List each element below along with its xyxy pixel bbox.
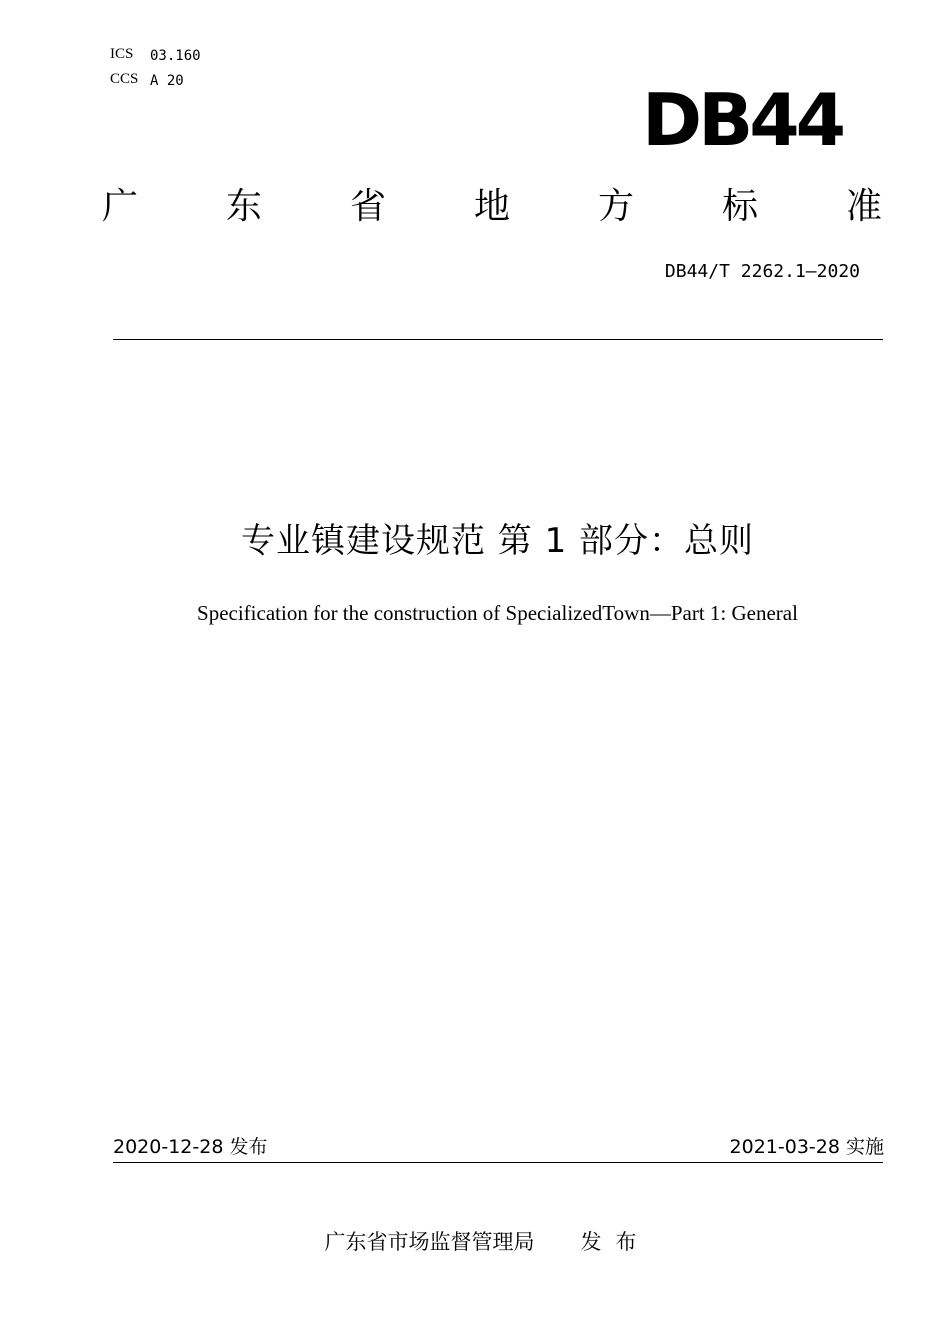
issuer-line — [0, 1228, 950, 1256]
header-divider — [113, 339, 883, 340]
standard-type-char: 地 — [473, 186, 510, 227]
standard-type-char: 东 — [225, 186, 262, 227]
ccs-label: CCS — [110, 71, 139, 87]
standard-type-char: 广 — [101, 186, 138, 227]
standard-type-char: 准 — [845, 186, 882, 227]
publish-date-line — [113, 1134, 267, 1160]
db44-logo — [640, 84, 844, 154]
standard-type-char: 标 — [721, 186, 758, 227]
implement-date-line — [730, 1134, 884, 1160]
ccs-value: A 20 — [150, 73, 184, 89]
ics-label: ICS — [110, 46, 134, 62]
db44-logo-text: DB44 — [642, 84, 843, 154]
footer-divider — [113, 1162, 883, 1163]
ics-value: 03.160 — [150, 48, 201, 64]
implement-date: 2021-03-28 — [729, 1136, 840, 1158]
standard-type-char: 省 — [349, 186, 386, 227]
standard-number: DB44/T 2262.1—2020 — [664, 261, 860, 282]
standard-type-char: 方 — [597, 186, 634, 227]
publish-date: 2020-12-28 — [113, 1136, 224, 1158]
publish-label: 发布 — [229, 1136, 268, 1158]
title-chinese: 专业镇建设规范 第 1 部分：总则 — [240, 521, 755, 561]
issuer-action: 发布 — [580, 1230, 651, 1254]
title-english: Specification for the construction of SpecializedTown—Part 1: General — [197, 601, 798, 625]
issuer-name: 广东省市场监督管理局 — [324, 1230, 535, 1254]
implement-label: 实施 — [845, 1136, 884, 1158]
standard-type-heading — [100, 183, 884, 231]
